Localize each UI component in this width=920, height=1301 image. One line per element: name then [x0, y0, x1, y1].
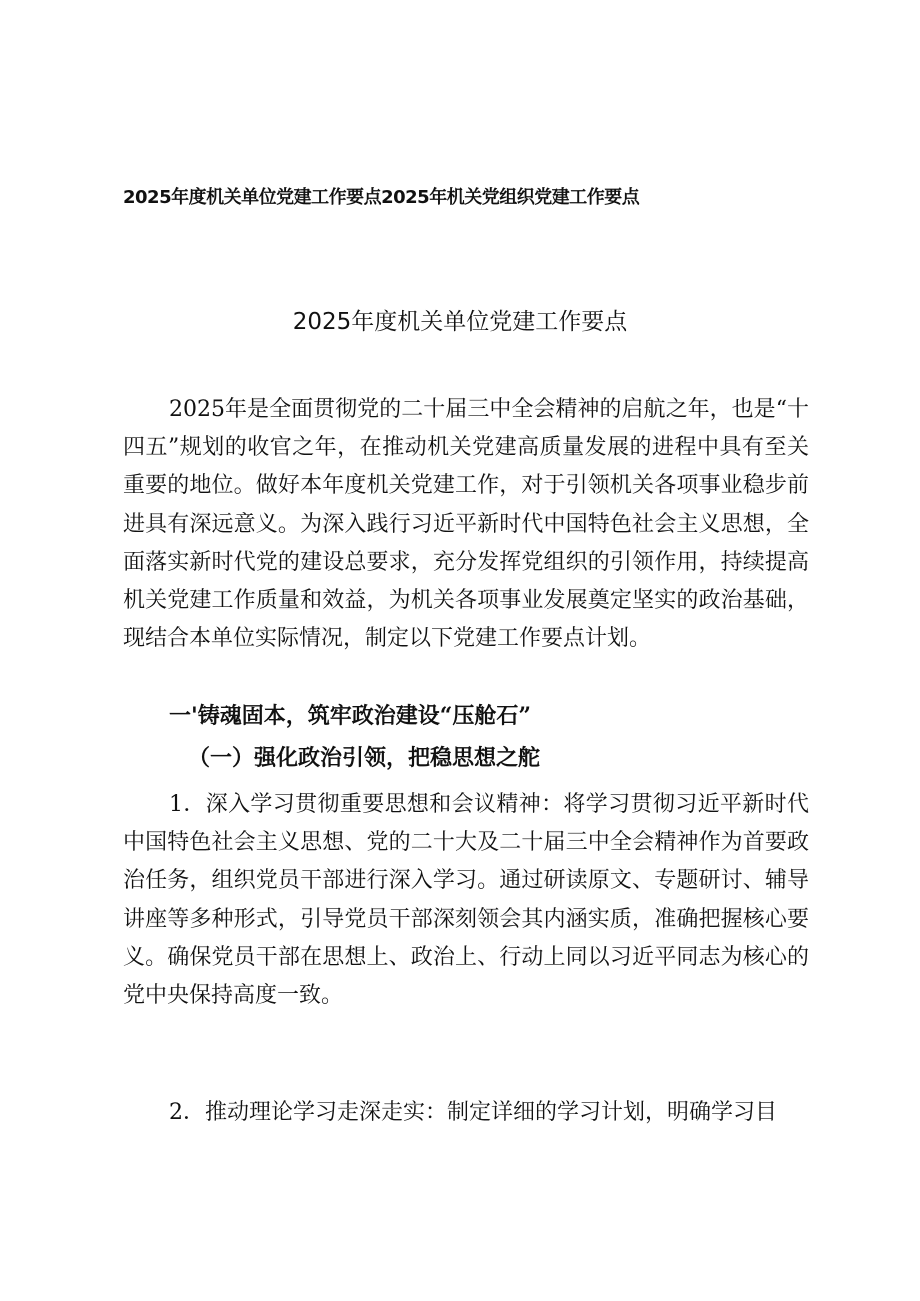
list-item-1: 1．深入学习贯彻重要思想和会议精神：将学习贯彻习近平新时代中国特色社会主义思想、党的二十大及二十届三中全会精神作为首要政治任务，组织党员干部进行深入学习。通过研读原文、专题研讨、辅导讲座等多种形式，引导党员干部深刻领会其内涵实质，准确把握核心要义。确保党员干部在思想上、政治上、行动上同以习近平同志为核心的党中央保持高度一致。	[123, 792, 809, 1009]
list-item-2: 2．推动理论学习走深走实：制定详细的学习计划，明确学习目	[169, 1100, 777, 1125]
document-title: 2025年度机关单位党建工作要点	[292, 309, 628, 335]
intro-paragraph: 2025年是全面贯彻党的二十届三中全会精神的启航之年，也是“十四五”规划的收官之年，在推动机关党建高质量发展的进程中具有至关重要的地位。做好本年度机关党建工作，对于引领机关各项事业稳步前进具有深远意义。为深入践行习近平新时代中国特色社会主义思想，全面落实新时代党的建设总要求，充分发挥党组织的引领作用，持续提高机关党建工作质量和效益，为机关各项事业发展奠定坚实的政治基础，现结合本单位实际情况，制定以下党建工作要点计划。	[123, 397, 809, 652]
subsection-heading: （一）强化政治引领，把稳思想之舵	[188, 745, 541, 771]
document-header: 2025年度机关单位党建工作要点2025年机关党组织党建工作要点	[123, 187, 640, 208]
section-heading: 一'铸魂固本，筑牢政治建设“压舱石”	[169, 703, 532, 729]
